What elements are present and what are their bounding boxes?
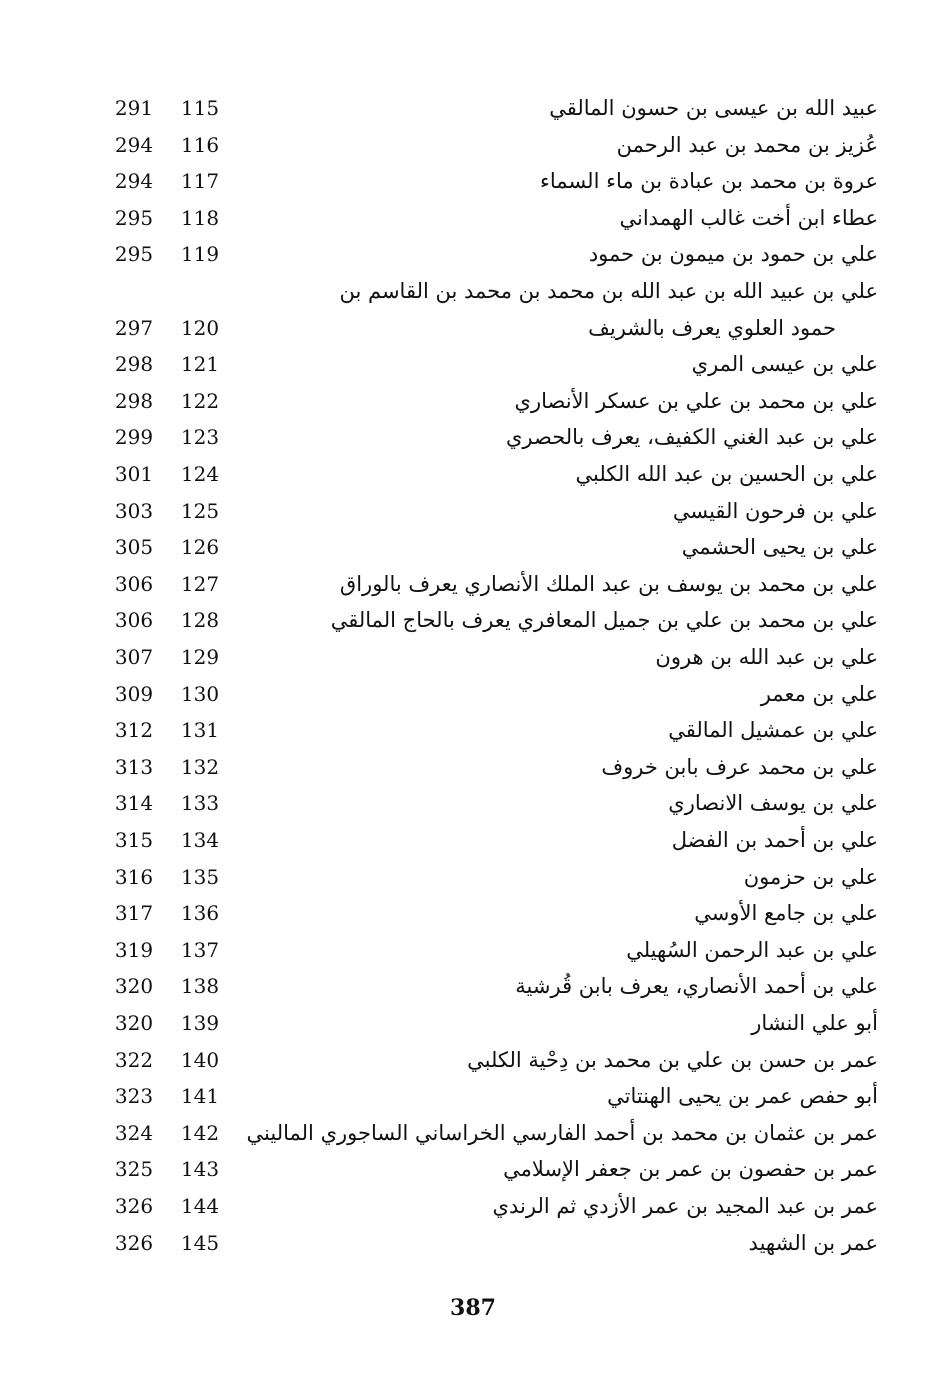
index-entry xyxy=(0,200,946,236)
entry-number: 120 xyxy=(180,315,220,340)
entry-page: 303 xyxy=(114,498,154,523)
index-entry xyxy=(0,749,946,785)
entry-name: علي بن يحيى الحشمي xyxy=(681,535,878,560)
entry-name: عمر بن حسن بن علي بن محمد بن دِحْية الكلبي xyxy=(467,1047,878,1072)
entry-page: 324 xyxy=(114,1120,154,1145)
entry-number: 140 xyxy=(180,1047,220,1072)
index-entry xyxy=(0,822,946,858)
entry-page: 319 xyxy=(114,937,154,962)
entry-page: 326 xyxy=(114,1194,154,1218)
index-entry xyxy=(0,236,946,272)
entry-name: عبيد الله بن عيسى بن حسون المالقي xyxy=(549,96,878,120)
entry-name: علي بن محمد بن علي بن جميل المعافري يعرف بالحاج المالقي xyxy=(330,608,878,633)
index-entry xyxy=(0,1188,946,1224)
entry-number: 118 xyxy=(180,205,220,230)
entry-number: 116 xyxy=(180,132,220,157)
entry-page: 295 xyxy=(114,242,154,267)
entry-name: علي بن عبد الله بن هرون xyxy=(655,645,878,669)
entry-number: 126 xyxy=(180,535,220,560)
entry-number: 143 xyxy=(180,1157,220,1182)
entry-number: 128 xyxy=(180,608,220,633)
entry-number: 122 xyxy=(180,388,220,413)
entry-number: 138 xyxy=(180,974,220,999)
index-entry xyxy=(0,419,946,455)
index-entry xyxy=(0,90,946,126)
index-entry xyxy=(0,1005,946,1041)
entry-name: علي بن عمشيل المالقي xyxy=(668,718,878,743)
entry-number: 124 xyxy=(180,462,220,486)
index-entry xyxy=(0,1078,946,1114)
index-entry xyxy=(0,639,946,675)
entry-page: 316 xyxy=(114,864,154,889)
entry-number: 132 xyxy=(180,754,220,779)
entry-name: علي بن محمد بن علي بن عسكر الأنصاري xyxy=(514,388,878,413)
entry-name: أبو علي النشار xyxy=(751,1011,878,1035)
entry-number: 135 xyxy=(180,864,220,889)
index-entry xyxy=(0,346,946,382)
entry-name: علي بن معمر xyxy=(760,681,878,706)
entry-page: 315 xyxy=(114,828,154,852)
index-entry xyxy=(0,566,946,602)
entry-number: 137 xyxy=(180,937,220,962)
entry-name: علي بن عبد الرحمن السُهيلي xyxy=(626,937,878,962)
entry-number: 115 xyxy=(180,96,220,120)
entry-page: 299 xyxy=(114,425,154,450)
entry-name: علي بن أحمد الأنصاري، يعرف بابن قُرشية xyxy=(515,974,878,999)
index-entry xyxy=(0,383,946,419)
entry-page: 317 xyxy=(114,901,154,926)
entry-name: علي بن محمد بن يوسف بن عبد الملك الأنصاري يعرف بالوراق xyxy=(339,571,878,596)
entry-number: 121 xyxy=(180,352,220,377)
entry-page: 301 xyxy=(114,462,154,486)
index-entry xyxy=(0,456,946,492)
entry-name: عروة بن محمد بن عبادة بن ماء السماء xyxy=(540,169,878,194)
entry-page: 323 xyxy=(114,1084,154,1109)
entry-name: علي بن حزمون xyxy=(743,864,878,889)
entry-name: علي بن حمود بن ميمون بن حمود xyxy=(588,242,878,267)
entry-name: علي بن أحمد بن الفضل xyxy=(671,828,878,852)
entry-page: 291 xyxy=(114,96,154,120)
entry-name: علي بن عيسى المري xyxy=(691,352,878,377)
index-entry xyxy=(0,968,946,1004)
index-entry xyxy=(0,127,946,163)
entry-name: علي بن الحسين بن عبد الله الكلبي xyxy=(575,462,878,486)
entry-number: 142 xyxy=(180,1120,220,1145)
entry-page: 320 xyxy=(114,974,154,999)
entry-name: علي بن جامع الأوسي xyxy=(694,901,878,926)
entry-name: علي بن عبد الغني الكفيف، يعرف بالحصري xyxy=(505,425,878,450)
index-entry xyxy=(0,529,946,565)
index-entry xyxy=(0,859,946,895)
entry-page: 306 xyxy=(114,608,154,633)
entry-page: 326 xyxy=(114,1230,154,1255)
entry-page: 306 xyxy=(114,571,154,596)
entry-page: 305 xyxy=(114,535,154,560)
entry-page: 325 xyxy=(114,1157,154,1182)
page-number: 387 xyxy=(450,1295,496,1321)
entry-page: 313 xyxy=(114,754,154,779)
entry-name: عمر بن الشهيد xyxy=(748,1230,878,1255)
entry-number: 144 xyxy=(180,1194,220,1218)
entry-number: 119 xyxy=(180,242,220,267)
entry-name: عُزيز بن محمد بن عبد الرحمن xyxy=(616,132,878,157)
entry-name: حمود العلوي يعرف بالشريف xyxy=(588,315,836,340)
index-entry-continued xyxy=(0,273,946,309)
entry-page: 314 xyxy=(114,791,154,816)
index-entry xyxy=(0,493,946,529)
entry-page: 294 xyxy=(114,132,154,157)
entry-number: 134 xyxy=(180,828,220,852)
entry-page: 298 xyxy=(114,352,154,377)
index-entry xyxy=(0,1225,946,1261)
index-entry xyxy=(0,1151,946,1187)
index-entry xyxy=(0,676,946,712)
entry-name: علي بن عبيد الله بن عبد الله بن محمد بن محمد بن القاسم بن xyxy=(339,279,878,303)
entry-number: 129 xyxy=(180,645,220,669)
entry-number: 125 xyxy=(180,498,220,523)
index-entry xyxy=(0,163,946,199)
entry-number: 145 xyxy=(180,1230,220,1255)
entry-number: 123 xyxy=(180,425,220,450)
entry-page: 322 xyxy=(114,1047,154,1072)
entry-page: 307 xyxy=(114,645,154,669)
entry-name: أبو حفص عمر بن يحيى الهنتاتي xyxy=(607,1084,878,1109)
index-entry xyxy=(0,785,946,821)
index-entry xyxy=(0,932,946,968)
entry-name: عمر بن عبد المجيد بن عمر الأزدي ثم الرندي xyxy=(492,1194,878,1218)
entry-number: 130 xyxy=(180,681,220,706)
index-entry xyxy=(0,1042,946,1078)
entry-name: علي بن فرحون القيسي xyxy=(672,498,878,523)
entry-number: 139 xyxy=(180,1011,220,1035)
index-entry xyxy=(0,895,946,931)
entry-name: عمر بن حفصون بن عمر بن جعفر الإسلامي xyxy=(503,1157,878,1182)
index-entry xyxy=(0,602,946,638)
entry-page: 294 xyxy=(114,169,154,194)
entry-page: 298 xyxy=(114,388,154,413)
entry-page: 297 xyxy=(114,315,154,340)
index-entry xyxy=(0,310,946,346)
entry-number: 141 xyxy=(180,1084,220,1109)
entry-number: 131 xyxy=(180,718,220,743)
entry-number: 133 xyxy=(180,791,220,816)
entry-page: 295 xyxy=(114,205,154,230)
entry-page: 312 xyxy=(114,718,154,743)
entry-name: عطاء ابن أخت غالب الهمداني xyxy=(619,205,878,230)
entry-page: 309 xyxy=(114,681,154,706)
entry-name: عمر بن عثمان بن محمد بن أحمد الفارسي الخراساني الساجوري الماليني xyxy=(246,1120,878,1145)
index-entry xyxy=(0,712,946,748)
entry-page: 320 xyxy=(114,1011,154,1035)
index-entry xyxy=(0,1115,946,1151)
entry-number: 127 xyxy=(180,571,220,596)
entry-name: علي بن يوسف الانصاري xyxy=(668,791,878,816)
entry-number: 117 xyxy=(180,169,220,194)
entry-number: 136 xyxy=(180,901,220,926)
entry-name: علي بن محمد عرف بابن خروف xyxy=(601,754,878,779)
